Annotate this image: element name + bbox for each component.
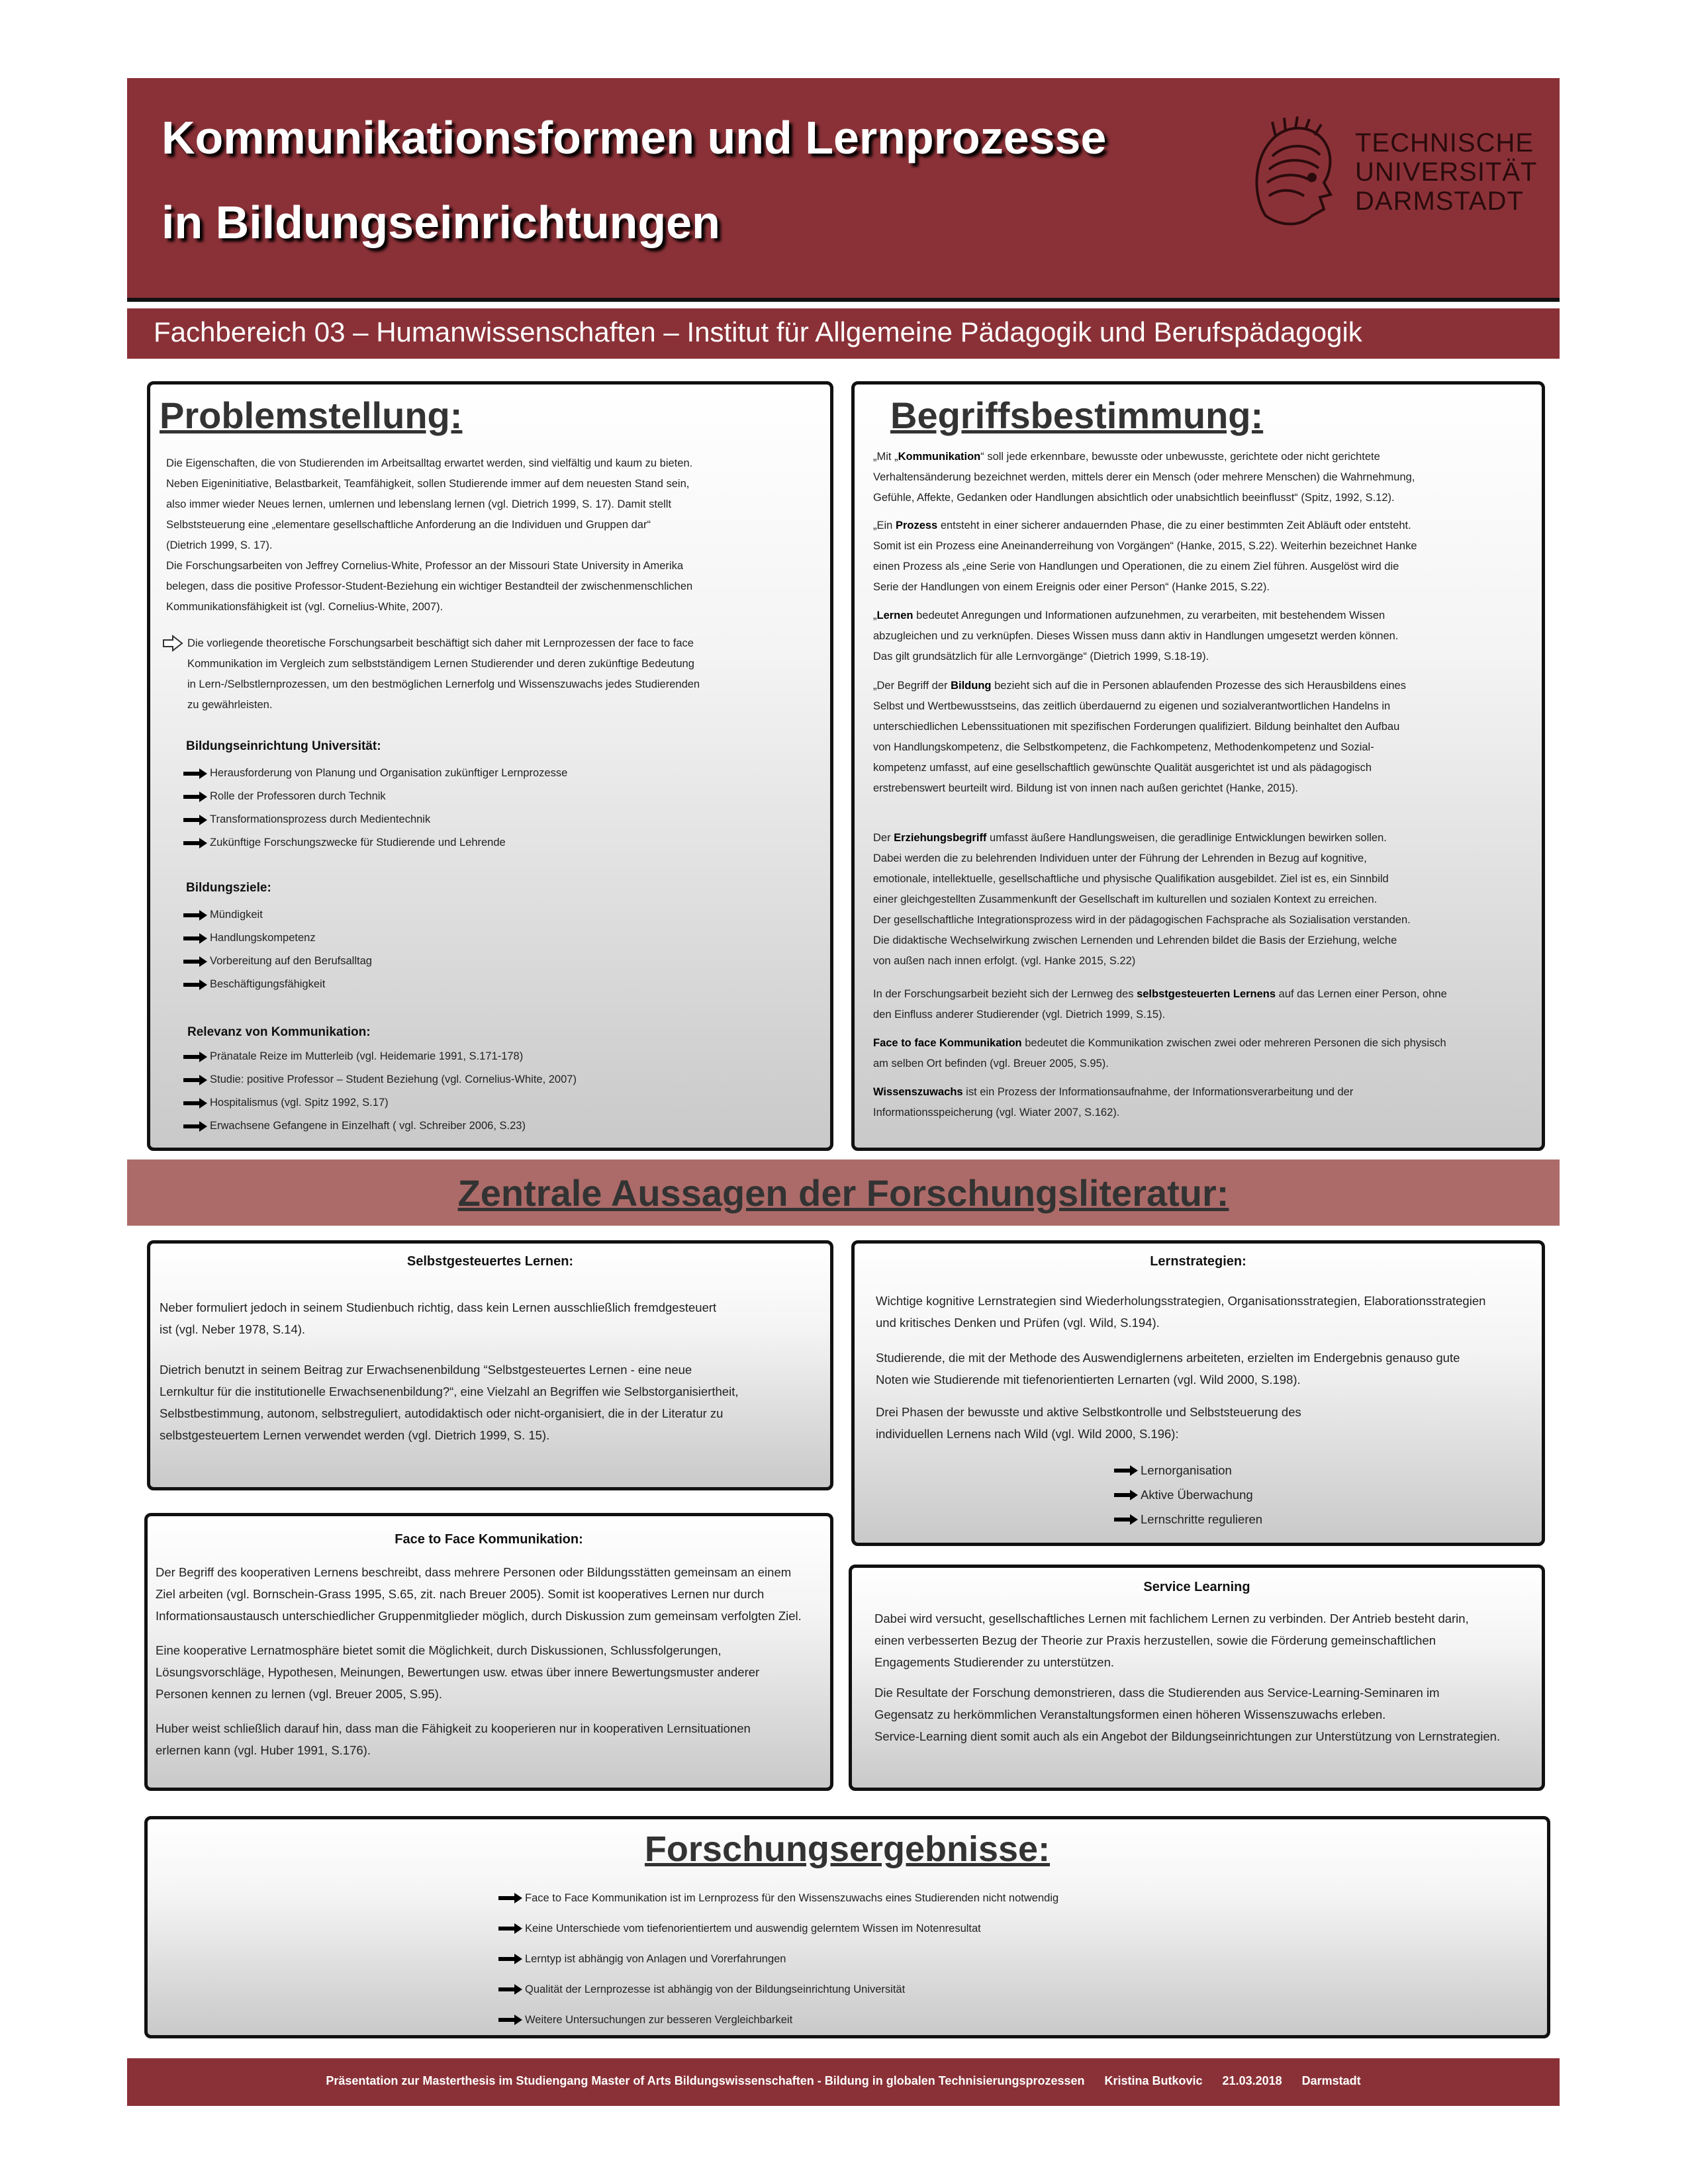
list-item-label: Pränatale Reize im Mutterleib (vgl. Heidemarie 1991, S.171-178): [210, 1050, 524, 1062]
department-text: Fachbereich 03 – Humanwissenschaften – Institut für Allgemeine Pädagogik und Berufspädagogik: [154, 316, 1362, 347]
list-item: [498, 1883, 1058, 1913]
text-line: von außen nach innen erfolgt. (vgl. Hanke 2015, S.22): [873, 955, 1136, 967]
definition-wissenszuwachs: [873, 1082, 1353, 1123]
text-line: Lösungsvorschläge, Hypothesen, Meinungen, Bewertungen usw. etwas über innere Bewertungsmuster anderer: [156, 1665, 760, 1679]
definition-lernen: [873, 606, 1398, 667]
text-line: Der Begriff des kooperativen Lernens beschreibt, dass mehrere Personen oder Bildungsstätten gemeinsam an einem: [156, 1565, 792, 1579]
arrow-right-icon: [1114, 1514, 1138, 1525]
text-span: “ soll jede erkennbare, bewusste oder unbewusste, gerichtete oder nicht gerichtete: [980, 451, 1380, 463]
footer-text: Präsentation zur Masterthesis im Studiengang Master of Arts Bildungswissenschaften - Bildung in globalen Technisierungsprozessen Kristina Butkovic 21.03.2018 Darmstadt: [326, 2074, 1361, 2087]
poster-title-line-1: Kommunikationsformen und Lernprozesse: [162, 112, 1107, 163]
definition-prozess: [873, 516, 1417, 598]
text-line: belegen, dass die positive Professor-Student-Beziehung ein wichtiger Bestandteil der zwischenmenschlichen: [166, 580, 693, 592]
text-line: Selbst und Wertbewusstseins, das zeitlich überdauernd zu eigenen und sozialverantwortlichen Handelns in: [873, 700, 1391, 712]
paragraph: [156, 1639, 759, 1705]
text-line: einen Prozess als „eine Serie von Handlungen und Operationen, die zu einem Ziel führen. Ausgelöst wird die: [873, 561, 1399, 572]
definitions-panel: [851, 381, 1545, 1151]
arrow-right-icon: [1114, 1490, 1138, 1500]
text-line: erstrebenswert beurteilt wird. Bildung ist von innen nach außen gerichtet (Hanke, 2015).: [873, 782, 1299, 794]
definition-kommunikation: [873, 447, 1415, 508]
text-line: (Dietrich 1999, S. 17).: [166, 539, 273, 551]
paragraph: [156, 1561, 802, 1627]
text-line: Dabei werden die zu belehrenden Individuen unter der Führung der Lehrenden in Bezug auf kognitive,: [873, 852, 1367, 864]
problem-heading: Problemstellung:: [160, 394, 463, 436]
text-line: [873, 1082, 1353, 1103]
text-line: Dietrich benutzt in seinem Beitrag zur Erwachsenenbildung “Selbstgesteuertes Lernen - eine neue: [160, 1363, 692, 1377]
list-item: [183, 785, 567, 808]
list-item: [183, 1045, 577, 1068]
text-span: auf das Lernen einer Person, ohne: [1276, 988, 1447, 1000]
goals-list: [183, 903, 372, 996]
text-span: In der Forschungsarbeit bezieht sich der Lernweg des: [873, 988, 1137, 1000]
text-line: unterschiedlichen Lebenssituationen mit spezifischen Forderungen qualifiziert. Bildung beinhaltet den Aufbau: [873, 721, 1400, 733]
arrow-right-icon: [498, 1954, 522, 1964]
text-span: umfasst äußere Handlungsweisen, die geradlinige Entwicklungen bewirken sollen.: [986, 832, 1387, 844]
text-line: Huber weist schließlich darauf hin, dass man die Fähigkeit zu kooperieren nur in kooperativen Lernsituationen: [156, 1721, 751, 1735]
paragraph: [876, 1347, 1460, 1390]
text-line: Drei Phasen der bewusste und aktive Selbstkontrolle und Selbststeuerung des: [876, 1405, 1301, 1419]
arrow-right-icon: [1114, 1465, 1138, 1476]
text-line: und kritisches Denken und Prüfen (vgl. Wild, S.194).: [876, 1316, 1160, 1330]
list-item-label: Qualität der Lernprozesse ist abhängig von der Bildungseinrichtung Universität: [525, 1983, 906, 1995]
learning-strategies-panel: [851, 1240, 1545, 1546]
text-line: einen verbesserten Bezug der Theorie zur Praxis herzustellen, sowie die Förderung gemeinschaftlichen: [874, 1633, 1436, 1647]
hollow-arrow-icon: [162, 635, 183, 652]
text-line: Die didaktische Wechselwirkung zwischen Lernenden und Lehrenden bildet die Basis der Erziehung, welche: [873, 934, 1397, 946]
results-list: [498, 1883, 1058, 2035]
university-name: [1355, 128, 1537, 216]
text-span: ist ein Prozess der Informationsaufnahme, der Informationsverarbeitung und der: [962, 1086, 1354, 1098]
text-span: „Der Begriff der: [873, 680, 951, 692]
list-item: [183, 1091, 577, 1115]
text-line: Ziel arbeiten (vgl. Bornschein-Grass 1995, S.65, zit. nach Breuer 2005). Somit ist kooperatives Lernen nur durch: [156, 1587, 765, 1601]
text-span: „Mit „: [873, 451, 898, 463]
text-line: Die Eigenschaften, die von Studierenden im Arbeitsalltag erwartet werden, sind vielfältig und kaum zu bieten.: [166, 457, 693, 469]
text-line: Wichtige kognitive Lernstrategien sind Wiederholungsstrategien, Organisationsstrategien, Elaborationsstrategien: [876, 1294, 1486, 1308]
university-name-line-1: TECHNISCHE: [1355, 128, 1534, 158]
relevance-heading: Relevanz von Kommunikation:: [187, 1025, 371, 1039]
arrow-right-icon: [183, 933, 207, 944]
text-line: zu gewährleisten.: [187, 699, 273, 711]
text-line: Der gesellschaftliche Integrationsprozess wird in der pädagogischen Fachsprache als Sozialisation verstanden.: [873, 914, 1411, 926]
text-line: in Lern-/Selbstlernprozessen, um den bestmöglichen Lernerfolg und Wissenszuwachs jedes Studierenden: [187, 678, 700, 690]
paragraph: [876, 1290, 1485, 1334]
text-line: [873, 1033, 1446, 1054]
term-face-to-face: Face to face Kommunikation: [873, 1037, 1022, 1049]
list-item-label: Vorbereitung auf den Berufsalltag: [210, 955, 372, 967]
text-line: Kommunikationsfähigkeit ist (vgl. Cornelius-White, 2007).: [166, 601, 444, 613]
arrow-right-icon: [183, 1052, 207, 1062]
list-item: [183, 950, 372, 973]
text-line: Serie der Handlungen von einem Ereignis oder einer Person“ (Hanke 2015, S.22).: [873, 581, 1270, 593]
list-item-label: Rolle der Professoren durch Technik: [210, 790, 386, 802]
section-bar: [127, 1160, 1560, 1226]
paragraph: [160, 1359, 738, 1446]
list-item-label: Studie: positive Professor – Student Beziehung (vgl. Cornelius-White, 2007): [210, 1073, 577, 1085]
paragraph: [874, 1608, 1469, 1673]
text-span: bezieht sich auf die in Personen ablaufenden Prozesse des sich Herausbildens eines: [991, 680, 1406, 692]
text-line: Somit ist ein Prozess eine Aneinanderreihung von Vorgängen“ (Hanke, 2015, S.22). Weiterhin bezeichnet Hanke: [873, 540, 1417, 552]
arrow-right-icon: [183, 1075, 207, 1085]
list-item-label: Erwachsene Gefangene in Einzelhaft ( vgl. Schreiber 2006, S.23): [210, 1120, 526, 1132]
list-item-label: Herausforderung von Planung und Organisation zukünftiger Lernprozesse: [210, 767, 568, 779]
arrow-right-icon: [498, 2015, 522, 2025]
text-line: Gefühle, Affekte, Gedanken oder Handlungen absichtlich oder unabsichtlich beeinflusst“ (Spitz, 1992, S.12).: [873, 492, 1395, 504]
self-directed-panel: [147, 1240, 833, 1490]
text-line: [873, 984, 1447, 1005]
arrow-right-icon: [183, 956, 207, 967]
text-span: „Ein: [873, 520, 896, 531]
header-divider: [127, 298, 1560, 302]
list-item: [183, 762, 567, 785]
paragraph: [876, 1401, 1301, 1445]
list-item-label: Lernorganisation: [1141, 1463, 1232, 1477]
definitions-heading: Begriffsbestimmung:: [890, 394, 1264, 436]
text-line: erlernen kann (vgl. Huber 1991, S.176).: [156, 1743, 371, 1757]
text-line: [873, 828, 1411, 848]
text-span: bedeutet die Kommunikation zwischen zwei oder mehreren Personen die sich physisch: [1021, 1037, 1446, 1049]
text-line: den Einfluss anderer Studierender (vgl. Dietrich 1999, S.15).: [873, 1009, 1166, 1021]
list-item: [183, 903, 372, 927]
text-line: [873, 676, 1406, 696]
text-line: Neber formuliert jedoch in seinem Studienbuch richtig, dass kein Lernen ausschließlich fremdgesteuert: [160, 1300, 717, 1314]
title-banner: [127, 78, 1560, 298]
list-item-label: Zukünftige Forschungszwecke für Studierende und Lehrende: [210, 837, 506, 848]
term-wissenszuwachs: Wissenszuwachs: [873, 1086, 963, 1098]
text-line: individuellen Lernens nach Wild (vgl. Wild 2000, S.196):: [876, 1427, 1179, 1441]
term-selbstgesteuertes-lernen: selbstgesteuerten Lernens: [1137, 988, 1276, 1000]
arrow-right-icon: [183, 979, 207, 990]
list-item: [183, 927, 372, 950]
text-line: Studierende, die mit der Methode des Auswendiglernens arbeiteten, erzielten im Endergebnis genauso gute: [876, 1351, 1460, 1365]
tu-darmstadt-logo: [1246, 116, 1537, 232]
definition-face-to-face: [873, 1033, 1446, 1074]
service-learning-panel: [849, 1565, 1545, 1791]
athena-head-icon: [1246, 116, 1338, 232]
paragraph: [160, 1297, 716, 1340]
text-line: kompetenz umfasst, auf eine gesellschaftlich gewünschte Qualität ausgerichtet ist und als pädagogisch: [873, 762, 1372, 774]
list-item: [183, 1115, 577, 1138]
list-item-label: Aktive Überwachung: [1141, 1487, 1253, 1502]
list-item-label: Face to Face Kommunikation ist im Lernprozess für den Wissenszuwachs eines Studierenden nicht notwendig: [525, 1891, 1059, 1904]
face-to-face-panel: [144, 1513, 833, 1791]
list-item: [498, 1974, 1058, 2005]
list-item-label: Mündigkeit: [210, 909, 263, 921]
list-item-label: Lerntyp ist abhängig von Anlagen und Vorerfahrungen: [525, 1952, 786, 1965]
text-line: Selbststeuerung eine „elementare gesellschaftliche Anforderung an die Individuen und Gruppen dar“: [166, 519, 651, 531]
list-item: [1114, 1458, 1262, 1482]
text-line: Engagements Studierender zu unterstützen.: [874, 1655, 1115, 1669]
text-line: Eine kooperative Lernatmosphäre bietet somit die Möglichkeit, durch Diskussionen, Schlussfolgerungen,: [156, 1643, 722, 1657]
arrow-right-icon: [183, 815, 207, 825]
uni-heading: Bildungseinrichtung Universität:: [186, 739, 381, 753]
text-line: Das gilt grundsätzlich für alle Lernvorgänge“ (Dietrich 1999, S.18-19).: [873, 651, 1209, 662]
panel-title: Selbstgesteuertes Lernen:: [406, 1254, 574, 1269]
term-lernen: Lernen: [876, 610, 914, 621]
arrow-right-icon: [183, 1121, 207, 1132]
arrow-right-icon: [183, 1098, 207, 1109]
text-line: selbstgesteuertem Lernen verwendet werden (vgl. Dietrich 1999, S. 15).: [160, 1428, 550, 1442]
problem-panel: [147, 381, 833, 1151]
results-heading: Forschungsergebnisse:: [644, 1829, 1051, 1869]
text-line: Kommunikation im Vergleich zum selbstständigem Lernen Studierender und deren zukünftige Bedeutung: [187, 658, 694, 670]
arrow-right-icon: [183, 838, 207, 848]
text-line: einer gleichgestellten Zusammenkunft der Gesellschaft im kulturellen und sozialen Kontext zu erreichen.: [873, 893, 1378, 905]
list-item: [183, 973, 372, 996]
list-item: [183, 831, 567, 854]
problem-aim: [187, 633, 700, 715]
text-line: [873, 606, 1398, 626]
list-item: [183, 808, 567, 831]
poster-title-line-2: in Bildungseinrichtungen: [162, 197, 720, 248]
text-span: entsteht in einer sicherer andauernden Phase, die zu einer bestimmten Zeit Abläuft oder entsteht.: [937, 520, 1411, 531]
text-line: [873, 516, 1417, 536]
department-banner: [127, 308, 1560, 359]
arrow-right-icon: [498, 1893, 522, 1903]
text-line: Informationsspeicherung (vgl. Wiater 2007, S.162).: [873, 1107, 1120, 1118]
list-item-label: Keine Unterschiede vom tiefenorientiertem und auswendig gelerntem Wissen im Notenresultat: [525, 1922, 981, 1934]
arrow-right-icon: [183, 768, 207, 779]
strategy-phases-list: [1114, 1458, 1262, 1531]
text-line: am selben Ort befinden (vgl. Breuer 2005, S.95).: [873, 1058, 1109, 1069]
list-item-label: Transformationsprozess durch Medientechnik: [210, 813, 431, 825]
problem-intro: [166, 453, 692, 617]
list-item: [498, 1913, 1058, 1944]
text-line: Gegensatz zu herkömmlichen Veranstaltungsformen einen höheren Wissenszuwachs erleben.: [874, 1707, 1386, 1721]
text-line: also immer wieder Neues lernen, umlernen und lebenslang lernen (vgl. Dietrich 1999, S. 17). Damit stellt: [166, 498, 672, 510]
text-line: ist (vgl. Neber 1978, S.14).: [160, 1322, 306, 1336]
text-line: Selbstbestimmung, autonom, selbstreguliert, autodidaktisch oder nicht-organisiert, die in der Literatur zu: [160, 1406, 724, 1420]
paragraph: [874, 1682, 1500, 1747]
list-item-label: Handlungskompetenz: [210, 932, 316, 944]
text-line: emotionale, intellektuelle, gesellschaftliche und physische Qualifikation ausgebildet. Ziel ist es, ein Sinnbild: [873, 873, 1389, 885]
list-item-label: Weitere Untersuchungen zur besseren Vergleichbarkeit: [525, 2013, 793, 2026]
uni-list: [183, 762, 567, 854]
definition-bildung: [873, 676, 1406, 799]
text-line: [873, 447, 1415, 467]
list-item-label: Lernschritte regulieren: [1141, 1512, 1263, 1526]
definition-erziehung: [873, 828, 1411, 972]
text-span: bedeutet Anregungen und Informationen aufzunehmen, zu verarbeiten, mit bestehendem Wissen: [913, 610, 1385, 621]
university-name-line-3: DARMSTADT: [1355, 187, 1524, 216]
arrow-right-icon: [498, 1923, 522, 1934]
text-line: Dabei wird versucht, gesellschaftliches Lernen mit fachlichem Lernen zu verbinden. Der Antrieb besteht darin,: [874, 1612, 1469, 1625]
panel-title: Service Learning: [1143, 1580, 1250, 1594]
panel-title: Lernstrategien:: [1150, 1254, 1246, 1269]
text-line: von Handlungskompetenz, die Selbstkompetenz, die Fachkompetenz, Methodenkompetenz und Sozial-: [873, 741, 1374, 753]
text-line: Die Forschungsarbeiten von Jeffrey Cornelius-White, Professor an der Missouri State University in Amerika: [166, 560, 684, 572]
relevance-list: [183, 1045, 577, 1138]
list-item: [1114, 1507, 1262, 1531]
arrow-right-icon: [498, 1984, 522, 1995]
term-bildung: Bildung: [951, 680, 992, 692]
text-line: Die vorliegende theoretische Forschungsarbeit beschäftigt sich daher mit Lernprozessen der face to face: [187, 637, 694, 649]
text-line: Verhaltensänderung bezeichnet werden, mittels derer ein Mensch (oder mehrere Menschen) die Wahrnehmung,: [873, 471, 1415, 483]
term-kommunikation: Kommunikation: [898, 451, 981, 463]
university-name-line-2: UNIVERSITÄT: [1355, 158, 1538, 187]
text-line: abzugleichen und zu verknüpfen. Dieses Wissen muss dann aktiv in Handlungen umgesetzt werden können.: [873, 630, 1399, 642]
text-line: Die Resultate der Forschung demonstrieren, dass die Studierenden aus Service-Learning-Seminaren im: [874, 1686, 1440, 1700]
term-prozess: Prozess: [895, 520, 938, 531]
section-heading: Zentrale Aussagen der Forschungsliteratur:: [457, 1172, 1229, 1214]
list-item: [498, 1944, 1058, 1974]
panel-title: Face to Face Kommunikation:: [395, 1532, 583, 1547]
text-line: Informationsaustausch unterschiedlicher Gruppenmitglieder möglich, durch Diskussion zum gemeinsam verfolgten Ziel.: [156, 1609, 802, 1623]
list-item: [1114, 1482, 1262, 1507]
goals-heading: Bildungsziele:: [186, 881, 271, 895]
arrow-right-icon: [183, 910, 207, 921]
text-line: Service-Learning dient somit auch als ein Angebot der Bildungseinrichtungen zur Unterstützung von Lernstrategien.: [874, 1729, 1501, 1743]
term-erziehung: Erziehungsbegriff: [894, 832, 987, 844]
arrow-right-icon: [183, 792, 207, 802]
results-panel: [144, 1816, 1550, 2038]
definition-selbstgesteuert: [873, 984, 1447, 1025]
footer-banner: [127, 2058, 1560, 2106]
text-line: Personen kennen zu lernen (vgl. Breuer 2005, S.95).: [156, 1687, 442, 1701]
list-item: [183, 1068, 577, 1091]
text-line: Noten wie Studierende mit tiefenorientierten Lernarten (vgl. Wild 2000, S.198).: [876, 1373, 1301, 1387]
text-span: Der: [873, 832, 894, 844]
text-line: Lernkultur für die institutionelle Erwachsenenbildung?“, eine Vielzahl an Begriffen wie Selbstorganisiertheit,: [160, 1385, 739, 1398]
list-item-label: Hospitalismus (vgl. Spitz 1992, S.17): [210, 1097, 389, 1109]
list-item: [498, 2005, 1058, 2035]
text-span: „: [873, 610, 877, 621]
paragraph: [156, 1717, 751, 1761]
list-item-label: Beschäftigungsfähigkeit: [210, 978, 326, 990]
text-line: Neben Eigeninitiative, Belastbarkeit, Teamfähigkeit, sollen Studierende immer auf dem neuesten Stand sein,: [166, 478, 690, 490]
